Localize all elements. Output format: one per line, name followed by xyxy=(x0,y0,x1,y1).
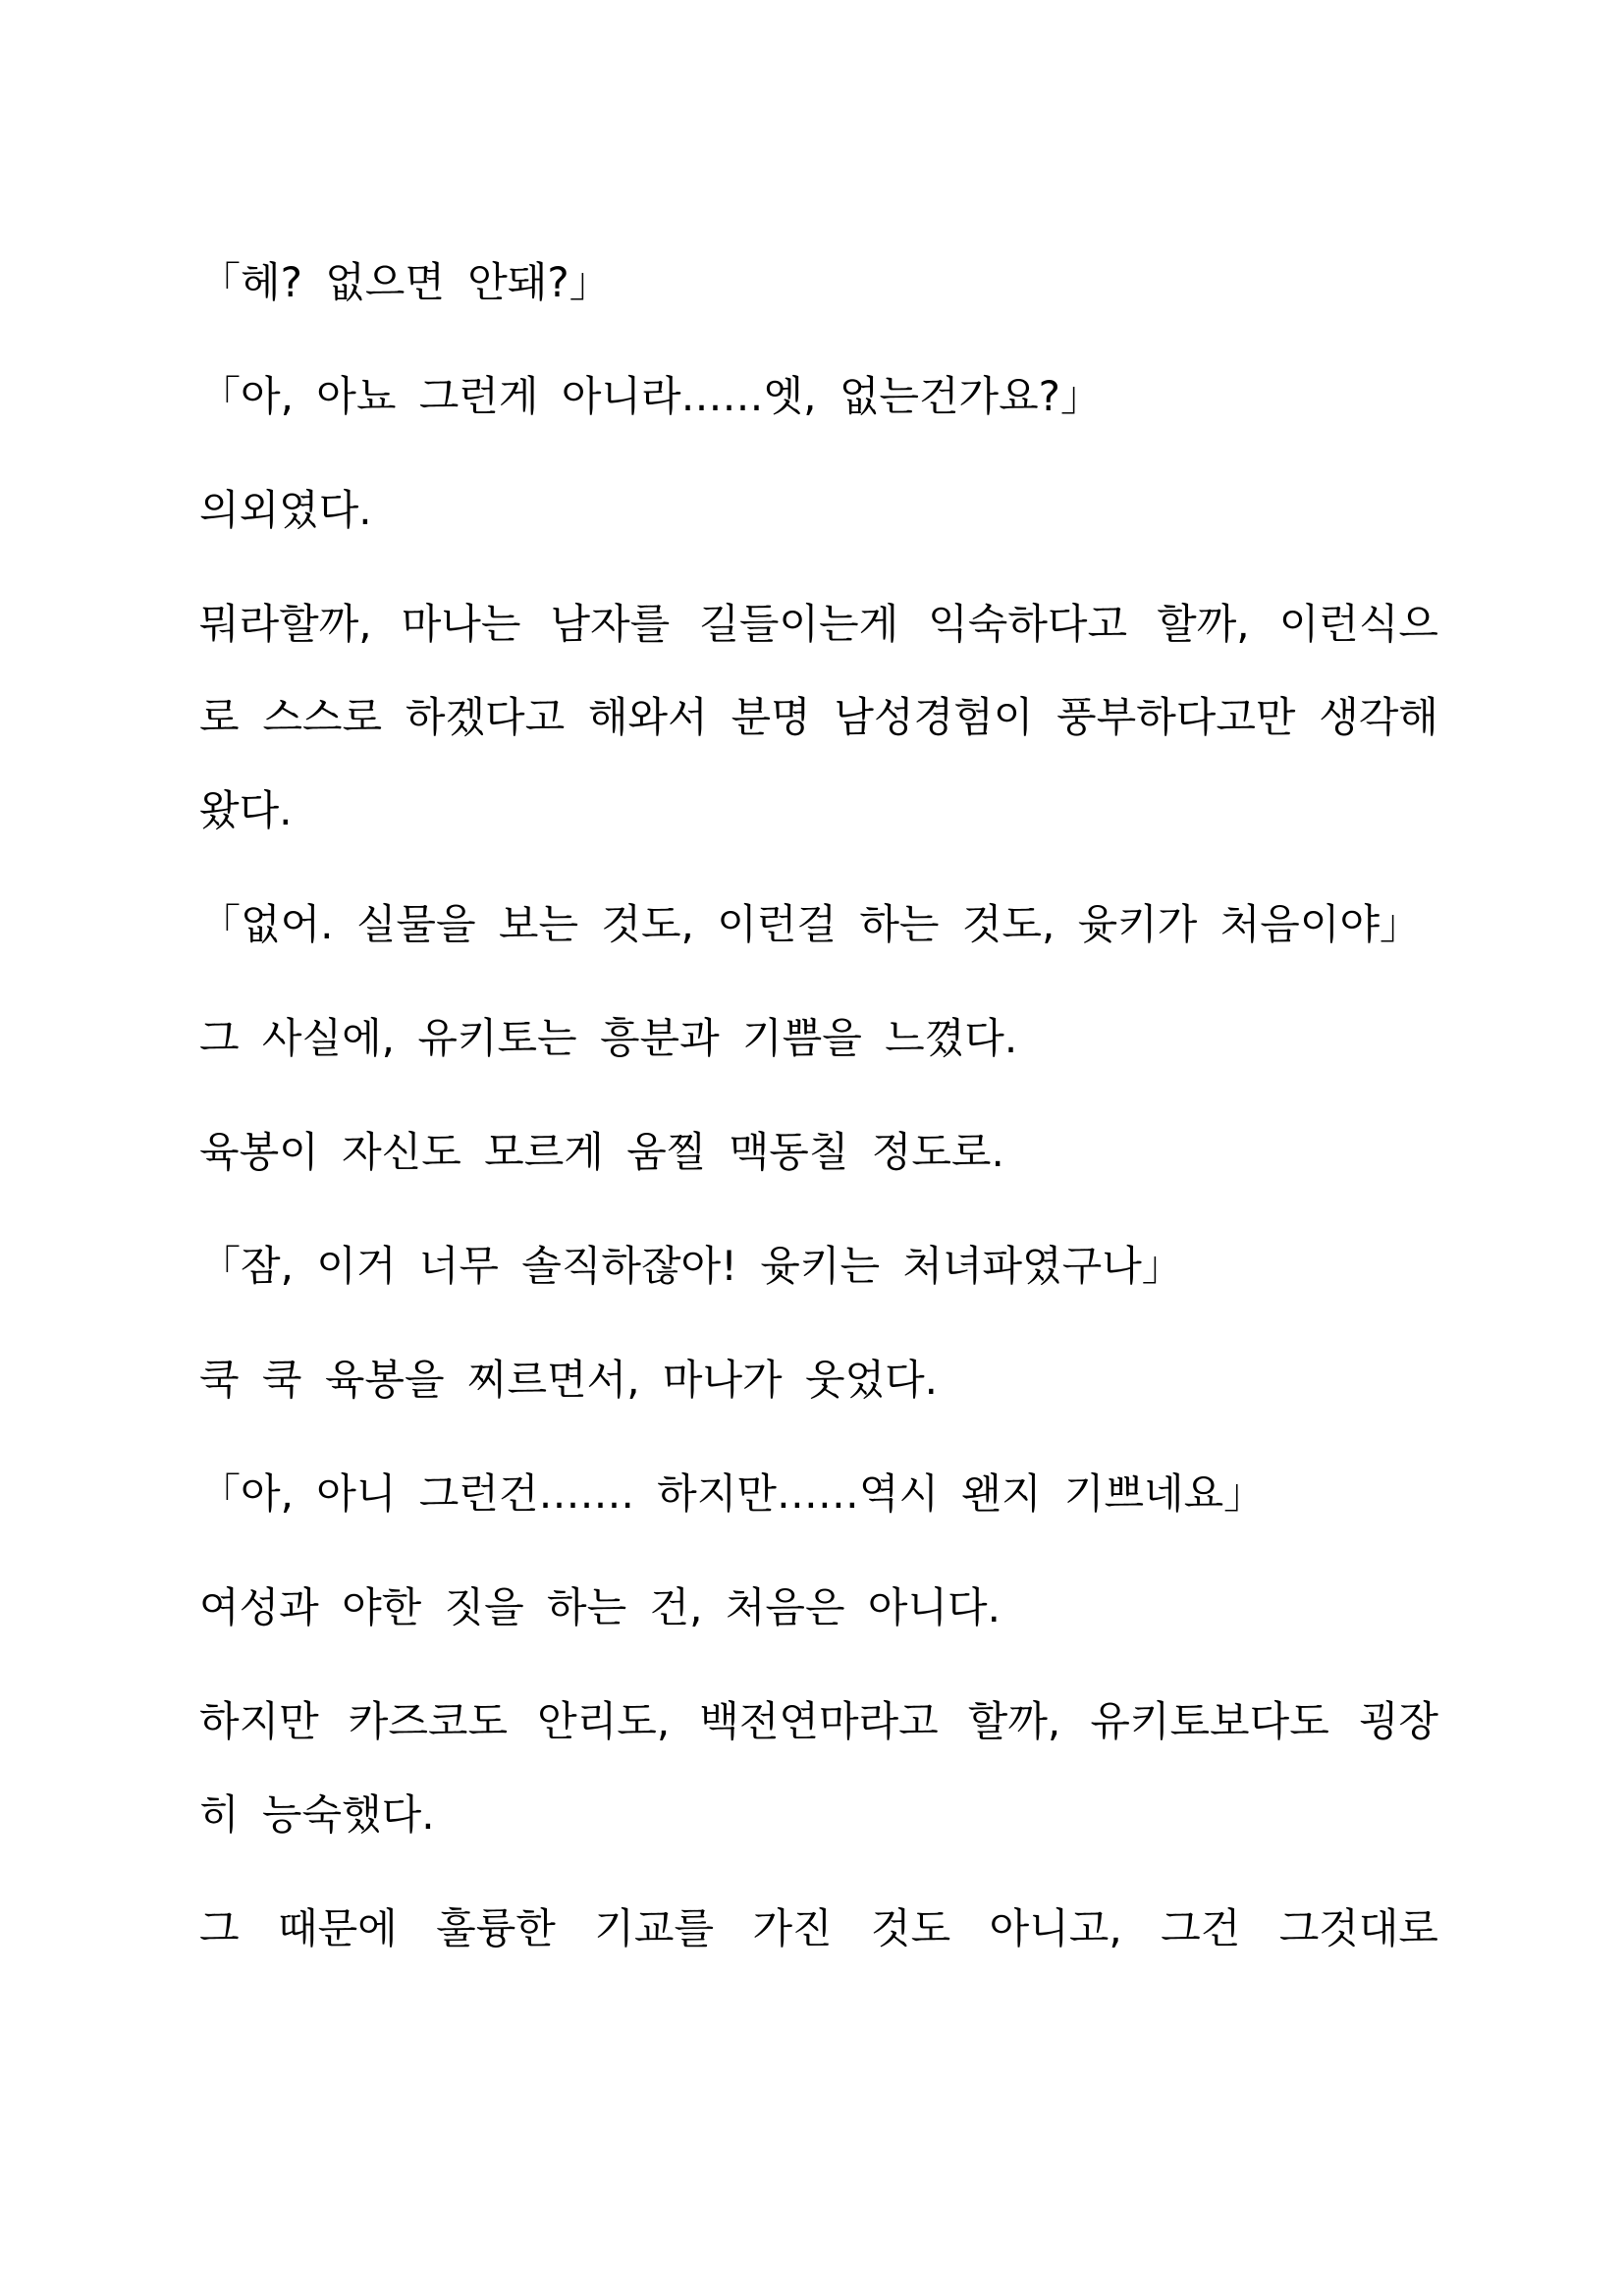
paragraph: 육봉이 자신도 모르게 움찔 맥동칠 정도로. xyxy=(199,1128,1004,1176)
paragraph: 「잠, 이거 너무 솔직하잖아! 윳키는 처녀파였구나」 xyxy=(199,1242,1183,1290)
paragraph: 하지만 카즈코도 안리도, 백전연마라고 할까, 유키토보다도 굉장히 능숙했다. xyxy=(199,1697,1438,1839)
paragraph: 「아, 아니 그런건……. 하지만……역시 왠지 기쁘네요」 xyxy=(199,1469,1266,1518)
paragraph: 「없어. 실물을 보는 것도, 이런걸 하는 것도, 윳키가 처음이야」 xyxy=(199,900,1422,948)
paragraph: 여성과 야한 짓을 하는 건, 처음은 아니다. xyxy=(199,1583,1001,1631)
document-body xyxy=(199,236,1438,1996)
paragraph: 쿡 쿡 육봉을 찌르면서, 마나가 웃었다. xyxy=(199,1356,939,1404)
paragraph: 「헤? 없으면 안돼?」 xyxy=(199,258,611,306)
paragraph: 그 때문에 훌륭한 기교를 가진 것도 아니고, 그건 그것대로 xyxy=(199,1904,1438,1952)
paragraph: 의외였다. xyxy=(199,486,372,534)
paragraph: 그 사실에, 유키토는 흥분과 기쁨을 느꼈다. xyxy=(199,1014,1018,1062)
paragraph: 뭐라할까, 마나는 남자를 길들이는게 익숙하다고 할까, 이런식으로 스스로 하겠다고 해와서 분명 남성경험이 풍부하다고만 생각해왔다. xyxy=(199,600,1438,834)
paragraph: 「아, 아뇨 그런게 아니라……엣, 없는건가요?」 xyxy=(199,372,1102,420)
